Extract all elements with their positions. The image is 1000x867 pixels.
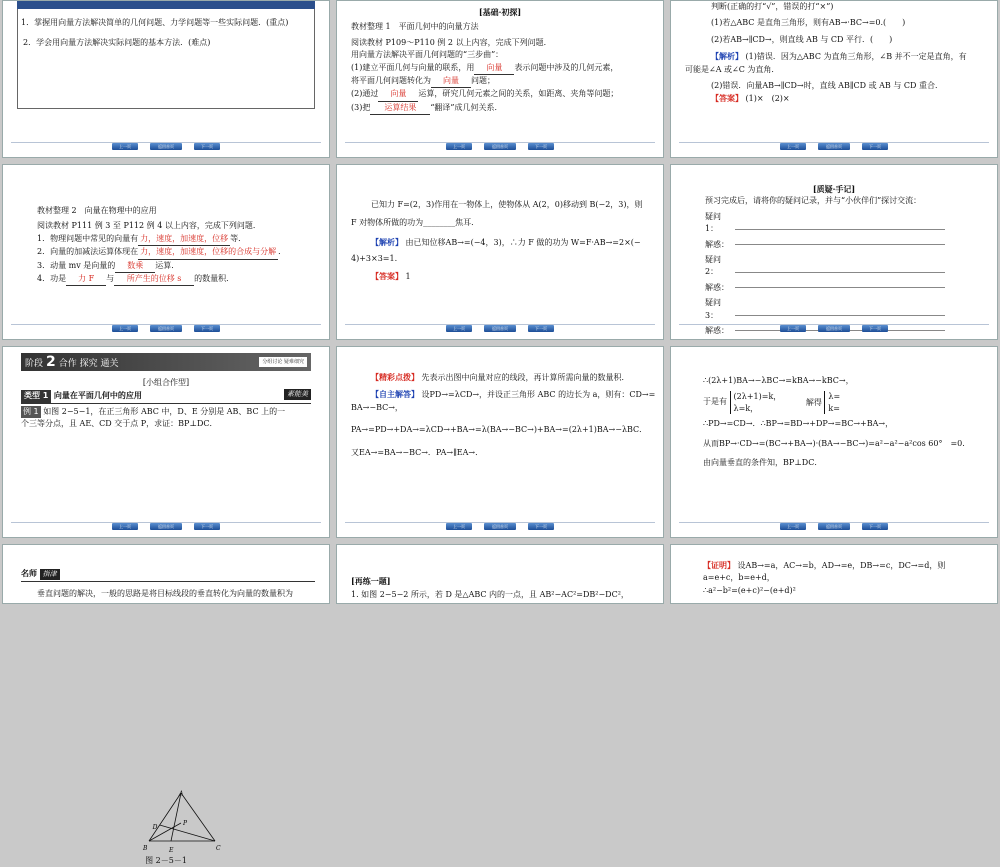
step-1-cont: 将平面几何问题转化为 向量 问题； (351, 75, 649, 88)
step-1: (1)建立平面几何与向量的联系，用 向量 表示问题中涉及的几何元素， (351, 62, 649, 75)
example-text-cont: 个三等分点，且 AE、CD 交于点 P，求证：BP⊥DC． (21, 419, 218, 429)
prev-button[interactable]: 上一页 (780, 523, 806, 530)
home-button[interactable]: 返回首页 (484, 325, 516, 332)
tip-line: 【精彩点拨】 先表示出图中向量对应的线段，再计算所需向量的数量积． (371, 372, 630, 382)
solution-line-5: ∴(2λ+1)BA→−λBC→=kBA→−kBC→， (703, 376, 854, 385)
answer-line: 【答案】 (1)× (2)× (711, 93, 790, 104)
next-button[interactable]: 下一页 (862, 143, 888, 150)
answer-line: 【答案】 1 (371, 270, 411, 281)
proof-line-2: a=e+c，b=e+d， (703, 573, 775, 583)
prev-button[interactable]: 上一页 (112, 325, 138, 332)
topic-title: 教材整理 1 平面几何中的向量方法 (351, 22, 479, 32)
next-button[interactable]: 下一页 (862, 523, 888, 530)
blank-displacement: 所产生的位移 s (114, 273, 194, 286)
topic-title: 教材整理 2 向量在物理中的应用 (37, 206, 157, 215)
solution-line-4: 又EA→=BA→−BC→．PA→∥EA→． (351, 447, 484, 457)
item-4: 4．功是 力 F 与 所产生的位移 s 的数量积． (37, 273, 315, 286)
next-button[interactable]: 下一页 (194, 523, 220, 530)
tips-text: 垂直问题的解决，一般的思路是将目标线段的垂直转化为向量的数量积为 (37, 589, 293, 599)
point-label-b: B (143, 845, 148, 852)
home-button[interactable]: 返回首页 (484, 143, 516, 150)
section-header: [基础·初探] (478, 7, 522, 17)
group-label: [小组合作型] (142, 378, 190, 387)
solution-line-3: PA→=PD→+DA→=λCD→+BA→=λ(BA→−BC→)+BA→=(2λ+1)BA→−λBC． (351, 425, 648, 435)
slide-nav (671, 143, 997, 153)
example-text: 例 1 如图 2−5−1，在正三角形 ABC 中，D、E 分别是 AB、BC 上的一 (21, 406, 311, 418)
next-button[interactable]: 下一页 (862, 325, 888, 332)
equation-system: (2λ+1)=k， λ=k， (730, 391, 782, 413)
note-row-label: 解惑： (705, 239, 729, 249)
home-button[interactable]: 返回首页 (818, 325, 850, 332)
practice-text: 1. 如图 2−5−2 所示，若 D 是△ABC 内的一点，且 AB²−AC²=DB²−DC²， (351, 590, 629, 600)
goal-2: 2．学会用向量方法解决实际问题的基本方法．(难点) (23, 38, 211, 48)
home-button[interactable]: 返回首页 (150, 523, 182, 530)
stage-title: 合作 探究 通关 (58, 359, 119, 369)
item-2: 2．向量的加减法运算体现在 力，速度，加速度，位移的合成与分解 ． (37, 246, 315, 259)
triangle-figure (143, 789, 223, 854)
point-label-c: C (216, 845, 221, 852)
prev-button[interactable]: 上一页 (780, 325, 806, 332)
slide-questions-notes (670, 164, 998, 340)
slide-nav (3, 325, 329, 335)
slide-work-problem (336, 164, 664, 340)
note-row (705, 239, 983, 251)
reading-instruction: 阅读教材 P109～P110 例 2 以上内容，完成下列问题． (351, 37, 552, 47)
tips-label: 名师 (21, 568, 37, 578)
slide-judgement (670, 0, 998, 158)
proof-line-1: 【证明】 设AB→=a，AC→=b，AD→=e，DB→=c，DC→=d，则 (703, 560, 946, 570)
slide-nav (671, 523, 997, 533)
point-label-e: E (169, 847, 174, 854)
slide-nav (3, 143, 329, 153)
point-label-p: P (183, 820, 188, 827)
section-header: [质疑·手记] (812, 184, 856, 194)
practice-header: [再练一题] (351, 576, 391, 586)
question-1: (1)若△ABC 是直角三角形，则有AB→·BC→=0.( ) (711, 18, 906, 28)
figure-caption: 图 2－5－1 (145, 856, 187, 865)
blank-vector-3: 向量 (378, 88, 418, 101)
slide-proof (670, 544, 998, 604)
type-header (21, 389, 311, 403)
slide-geometry-method (336, 0, 664, 158)
next-button[interactable]: 下一页 (528, 325, 554, 332)
step-3: (3)把 运算结果 “翻译”成几何关系． (351, 102, 649, 115)
solution-line-1: 【自主解答】 设PD→=λCD→，并设正三角形 ABC 的边长为 a，则有：CD→= (371, 389, 656, 400)
problem-text: 已知力 F=(2，3)作用在一物体上，使物体从 A(2，0)移动到 B(−2，3)，则 (371, 200, 643, 209)
blank-scalar-mult: 数乘 (115, 260, 155, 273)
step-2: (2)通过 向量 运算，研究几何元素之间的关系，如距离、夹角等问题； (351, 88, 649, 101)
analysis: 【解析】 由已知位移AB→=(−4，3)，∴力 F 做的功为 W=F·AB→=2×(− (371, 236, 641, 247)
tips-header (21, 567, 315, 582)
solution-system: λ= k= (824, 391, 840, 413)
proof-line-3: ∴a²−b²=(e+c)²−(e+d)² (703, 585, 796, 595)
three-steps-intro: 用向量方法解决平面几何问题的“三步曲”： (351, 50, 504, 60)
slide-practice (336, 544, 664, 604)
stage-number: 2 (46, 354, 56, 370)
note-row (705, 297, 983, 322)
side-ca (181, 793, 215, 841)
note-row-line[interactable] (735, 272, 945, 273)
notes-intro: 预习完成后，请将你的疑问记录，并与“小伙伴们”探讨交流： (705, 196, 922, 206)
next-button[interactable]: 下一页 (528, 523, 554, 530)
prev-button[interactable]: 上一页 (446, 325, 472, 332)
blank-vector-2: 向量 (431, 75, 471, 88)
system-line: 于是有 (2λ+1)=k， λ=k， 解得 λ= k= (703, 392, 841, 413)
next-button[interactable]: 下一页 (194, 325, 220, 332)
blank-operations: 力，速度，加速度，位移的合成与分解 (138, 246, 278, 259)
slide-nav (337, 523, 663, 533)
slide-nav (671, 325, 997, 335)
prev-button[interactable]: 上一页 (112, 143, 138, 150)
note-row-line[interactable] (735, 229, 945, 230)
solution-line-2: BA→−BC→， (351, 402, 403, 412)
slide-nav (3, 523, 329, 533)
stage-tag: 分组讨论 疑难细究 (259, 357, 307, 367)
segment-cd (160, 825, 215, 841)
slide-nav (337, 325, 663, 335)
solution-line-6: ∴PD→=CD→．∴BP→=BD→+DP→=BC→+BA→， (703, 418, 894, 428)
next-button[interactable]: 下一页 (194, 143, 220, 150)
analysis-2: (2)错误．向量AB→∥CD→时，直线 AB∥CD 或 AB 与 CD 重合． (711, 80, 943, 90)
type-label: 类型 1 (21, 390, 51, 402)
prev-button[interactable]: 上一页 (112, 523, 138, 530)
slide-objectives (2, 0, 330, 158)
note-row-label: 疑问 2： (705, 254, 721, 277)
home-button[interactable]: 返回首页 (818, 143, 850, 150)
note-row (705, 282, 983, 294)
next-button[interactable]: 下一页 (528, 143, 554, 150)
note-row-label: 疑问 1： (705, 211, 721, 234)
note-row (705, 254, 983, 279)
goal-1: 1．掌握用向量方法解决简单的几何问题、力学问题等一些实际问题．(重点) (21, 18, 289, 27)
prev-button[interactable]: 上一页 (446, 143, 472, 150)
slide-solution-1 (336, 346, 664, 538)
note-row-line[interactable] (735, 244, 945, 245)
point-label-d: D (152, 824, 158, 831)
stage-word: 阶段 (25, 359, 44, 369)
note-row-label: 解惑： (705, 282, 729, 292)
home-button[interactable]: 返回首页 (150, 325, 182, 332)
home-button[interactable]: 返回首页 (818, 523, 850, 530)
problem-text-cont: F 对物体所做的功为________焦耳． (351, 218, 480, 228)
item-3: 3．动量 mv 是向量的 数乘 运算． (37, 260, 315, 273)
slide-teacher-tips (2, 544, 330, 604)
point-label-a: A (179, 790, 184, 798)
seal-badge: 素能美 (284, 389, 311, 400)
objectives-title-bar (17, 1, 315, 9)
slide-nav (337, 143, 663, 153)
blank-result: 运算结果 (370, 102, 430, 115)
blank-vector-1: 向量 (474, 62, 514, 75)
note-row-label: 疑问 3： (705, 298, 721, 320)
question-2: (2)若AB→∥CD→，则直线 AB 与 CD 平行．( ) (711, 34, 893, 44)
prev-button[interactable]: 上一页 (780, 143, 806, 150)
type-title: 向量在平面几何中的应用 (53, 390, 142, 401)
blank-common-vectors: 力，速度，加速度，位移 (138, 233, 230, 246)
analysis-1: 【解析】 (1)错误．因为△ABC 为直角三角形，∠B 并不一定是直角，有 (711, 51, 967, 62)
blank-force: 力 F (66, 273, 106, 286)
tips-seal: 指津 (40, 569, 60, 580)
home-button[interactable]: 返回首页 (150, 143, 182, 150)
reading-instruction: 阅读教材 P111 例 3 至 P112 例 4 以上内容，完成下列问题． (37, 221, 261, 231)
note-row-label: 解惑： (705, 325, 729, 335)
home-button[interactable]: 返回首页 (484, 523, 516, 530)
note-row-line[interactable] (735, 315, 945, 316)
item-1: 1．物理问题中常见的向量有 力，速度，加速度，位移 等． (37, 233, 315, 246)
analysis-cont: 4)+3×3=1. (351, 254, 398, 264)
solution-line-7: 从而BP→·CD→=(BC→+BA→)·(BA→−BC→)=a²−a²−a²cos 60° =0. (703, 439, 965, 449)
note-row (705, 211, 983, 236)
slide-solution-cont (670, 346, 998, 538)
note-row-line[interactable] (735, 287, 945, 288)
solution-line-8: 由向量垂直的条件知，BP⊥DC． (703, 457, 823, 467)
stage-header (21, 353, 311, 371)
notes-list (685, 211, 983, 338)
prev-button[interactable]: 上一页 (446, 523, 472, 530)
judgement-intro: 判断(正确的打“√”，错误的打“×”) (711, 2, 834, 11)
analysis-1-cont: 可能是∠A 或∠C 为直角． (685, 64, 780, 74)
slide-physics-vectors (2, 164, 330, 340)
example-label: 例 1 (21, 406, 41, 418)
